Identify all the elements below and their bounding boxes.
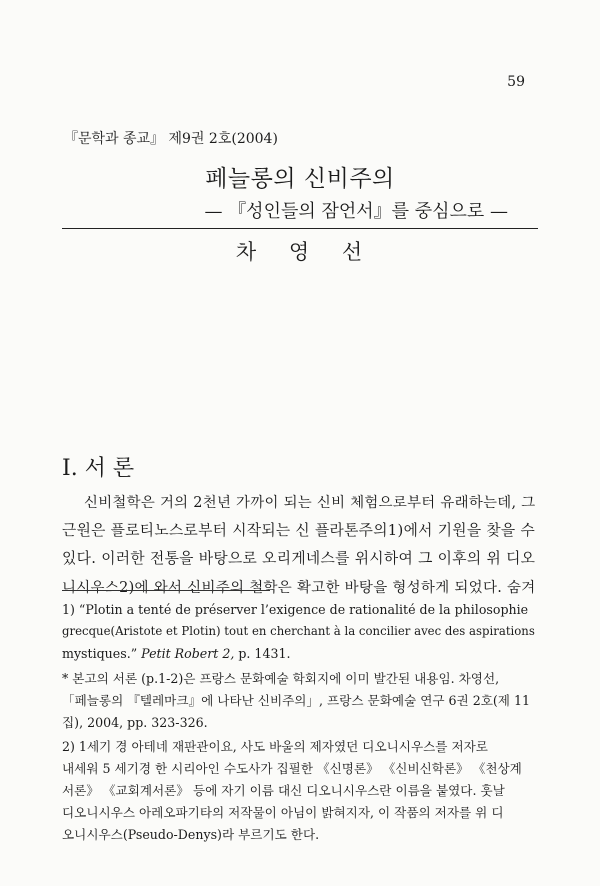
body-line: 신비철학은 거의 2천년 가까이 되는 신비 체험으로부터 유래하는데, 그 <box>84 495 536 511</box>
journal-reference: 『문학과 종교』 제9권 2호(2004) <box>64 131 278 147</box>
footnote-star-line: * 본고의 서론 (p.1-2)은 프랑스 문화예술 학회지에 이미 발간된 내용임. 차영선, <box>62 671 500 686</box>
footnote-2-line: 내세워 5 세기경 한 시리아인 수도사가 집필한 《신명론》 《신비신학론》 《천상계 <box>62 761 522 776</box>
footnote-2-line: 디오니시우스 아레오파기타의 저작물이 아님이 밝혀지자, 이 작품의 저자를 위 디 <box>62 805 504 820</box>
footnote-1-line: 1) “Plotin a tenté de préserver l’exigence de rationalité de la philosophie <box>62 602 529 617</box>
footnote-divider <box>62 590 270 591</box>
footnote-2-line: 서론》 《교회계서론》 등에 자기 이름 대신 디오니시우스란 이름을 붙였다. 훗날 <box>62 783 505 798</box>
article-subtitle: — 『성인들의 잠언서』를 중심으로 — <box>204 201 508 222</box>
footnote-star-line: 「페늘롱의 『텔레마크』에 나타난 신비주의」, 프랑스 문화예술 연구 6권 2호(제 11 <box>62 693 531 708</box>
footnote-1-line: grecque(Aristote et Plotin) tout en cherchant à la concilier avec des aspirations <box>62 624 535 638</box>
article-title: 페늘롱의 신비주의 <box>205 166 395 192</box>
footnote-1-source: Petit Robert 2, <box>141 646 235 661</box>
title-divider <box>62 228 538 229</box>
footnote-1-text: mystiques.” <box>62 646 142 661</box>
section-heading: I. 서 론 <box>62 456 135 481</box>
page-number: 59 <box>507 74 525 90</box>
footnote-2-line: 오니시우스(Pseudo-Denys)라 부르기도 한다. <box>62 827 320 842</box>
footnote-1-line <box>62 646 290 661</box>
footnote-2-line: 2) 1세기 경 아테네 재판관이요, 사도 바울의 제자였던 디오니시우스를 저자로 <box>62 739 488 754</box>
author-name: 차 영 선 <box>235 240 365 264</box>
footnote-1-page: p. 1431. <box>234 646 291 661</box>
body-line: 니시우스2)에 와서 신비주의 철학은 확고한 바탕을 형성하게 되었다. 숨겨 <box>62 580 536 596</box>
body-line: 근원은 플로티노스로부터 시작되는 신 플라톤주의1)에서 기원을 찾을 수 <box>62 522 536 539</box>
footnote-star-line: 집), 2004, pp. 323-326. <box>62 715 208 730</box>
body-line: 있다. 이러한 전통을 바탕으로 오리게네스를 위시하여 그 이후의 위 디오 <box>62 550 536 567</box>
